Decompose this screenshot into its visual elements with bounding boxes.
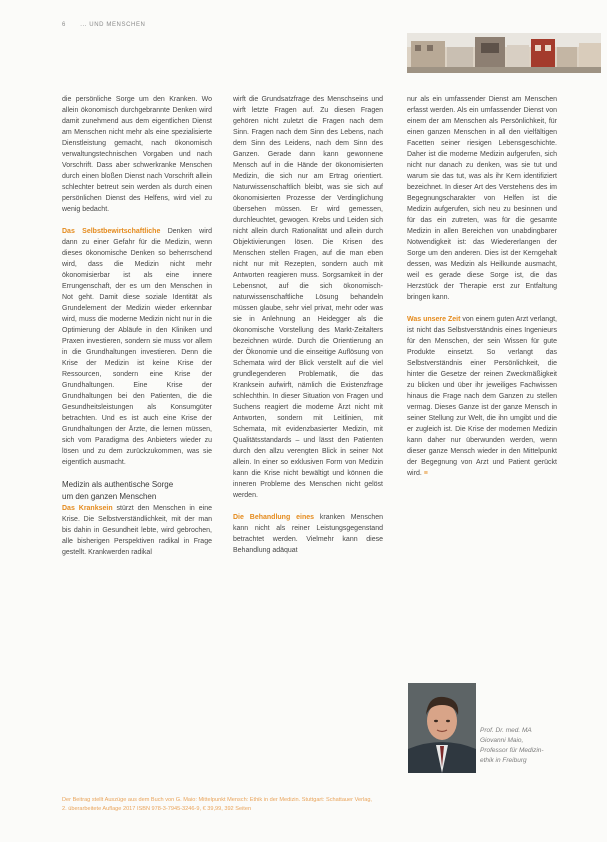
paragraph	[62, 503, 212, 558]
author-caption	[480, 726, 600, 766]
text-column-3	[407, 94, 557, 490]
paragraph: wirft die Grundsatzfrage des Menschseins und wirft letzte Fragen auf. Zu diesen Fragen gehören nicht zuletzt die Fragen nach dem Sinn. Fragen nach dem Sinn des Lebens, nach dem Sinn des Leidens, nach dem Sinn des Ganzen. Gerade dann kann gewonnene Mensch auf in die Hände der ökonomisierten Medizin, die sich nur am Ertrag orientiert. Naturwissenschaftlich bleibt, was sie sich auf ökonomisierten Prozesse der Verdinglichung übersehen müssen. Er wird gemessen, durchleuchtet, gewogen. Krebs und Leiden sich nicht allein durch Rationalität und allein durch Objektivierungen lösen. Die Krisen des Menschen stellen Fragen, auf die man eben nicht nur mit Rezepten, sondern auch mit Antworten reagieren muss. Sorgsamkeit in der Lebensnot, auf die sich ökonomisch-naturwissenschaftliche Lösung behandeln müssen glaube, sehr viel privat, mehr oder was sie in Anlehnung an Heidegger als die ökonomische Vorstellung des Markt-Zeitalters bezeichnen würde. Durch die Orientierung an der Ökonomie und die einseitige Auflösung von Schemata wird der Blick verstellt auf die viel grundlegenderen Problematik, die das Kranksein aufwirft, nämlich die Existenzfrage schlechthin. In dieser Situation von Fragen und Suchens reagiert die moderne Ärzt nicht mit Antworten, sondern mit Leitlinien, mit Schemata, mit evidenzbasierter Medizin, mit Qualitätsstandards – und lässt den Patienten durch den allzu verengten Blick in seiner Not allein. In einer so exklusiven Form von Medizin kann die Krise nicht bewältigt und können die inneren Probleme des Menschen nicht gelöst werden.	[233, 96, 383, 499]
text-column-2	[233, 94, 383, 567]
paragraph-body: von einem guten Arzt verlangt, ist nicht das Selbstverständnis eines Ingenieurs für den Menschen, der sein Wissen für gute Produkte einsetzt. So verlangt das Selbstverständnis einer Persönlichkeit, die hinter die Gesetze der reinen Zweckmäßigkeit zu blicken und über ihr jeweiliges Fachwissen hinaus die Frage nach dem Ganzen zu stellen vermag. Dieses Ganze ist der ganze Mensch in seiner Stellung zur Welt, die ihn umgibt und die er zugleich ist. Die Krise der modernen Medizin kann daher nur überwunden werden, wenn dieser ganze Mensch wieder in den Mittelpunkt der Begegnung von Arzt und Patient gerückt wird.	[407, 316, 557, 477]
paragraph-body: Denken wird dann zu einer Gefahr für die Medizin, wenn dieses ökonomische Denken so beherrschend wird, dass die Medizin nicht mehr ökonomisierbar ist als eine innere Errungenschaft, der es um den Menschen in Not geht. Damit diese soziale Identität als Grundelement der Medizin wieder erkennbar wird, muss die moderne Medizin nicht nur in die Optimierung der Abläufe in den Kliniken und Praxen investieren, sondern sie muss vor allem in die Grundhaltungen investieren. Denn die Krise der Medizin ist keine Krise der Ressourcen, sondern eine Krise der Grundhaltungen. Eine Krise der Grundhaltungen bei den Patienten, die die Gesundheitsleistungen als Konsumgüter betrachten. Und es ist auch eine Krise der Grundhaltungen der Ärzte, die lernen müssen, sich vom Paradigma des Anbieters wieder zu lösen und zu dem zurückzukommen, was sie eigentlich ausmacht.	[62, 228, 212, 466]
author-photo	[408, 683, 476, 773]
city-skyline-image	[407, 33, 601, 73]
paragraph	[233, 512, 383, 556]
text-column-1	[62, 94, 212, 569]
paragraph-body: kranken Menschen kann nicht als reiner Leistungsgegenstand betrachtet werden. Vielmehr kann diese Behandlung adäquat	[233, 514, 383, 554]
section-title: ... UND MENSCHEN	[80, 22, 146, 28]
paragraph-lead: Das Selbstbewirtschaftliche	[62, 228, 161, 235]
caption-line: Prof. Dr. med. MA	[480, 727, 532, 734]
page-number: 6	[62, 22, 66, 28]
end-mark: ≡	[423, 470, 428, 477]
paragraph	[407, 314, 557, 479]
source-footnote	[62, 796, 542, 813]
paragraph-lead: Die Behandlung eines	[233, 514, 315, 521]
paragraph-body: stürzt den Menschen in eine Krise. Die Selbstverständlichkeit, mit der man bis dahin in Gesundheit lebte, wird gebrochen, alle bisherigen Perspektiven radikal in Frage gestellt. Krankwerden radikal	[62, 505, 212, 556]
footnote-line: 2. überarbeitete Auflage 2017 ISBN 978-3-7945-3246-9, € 39,99, 392 Seiten	[62, 805, 252, 812]
footnote-line: Der Beitrag stellt Auszüge aus dem Buch von G. Maio: Mittelpunkt Mensch: Ethik in der Medizin. Stuttgart: Schattauer Verlag,	[62, 797, 372, 803]
author-portrait	[408, 683, 476, 773]
paragraph	[62, 226, 212, 468]
subheading-line-2: um den ganzen Menschen	[62, 492, 157, 501]
paragraph-lead: Was unsere Zeit	[407, 316, 461, 323]
header-photo	[407, 33, 601, 73]
paragraph: nur als ein umfassender Dienst am Menschen erfasst werden. Als ein umfassender Dienst von einem der am Menschen als Persönlichkeit, für einen ganzen Menschen in all den vielfältigen Facetten seiner riesigen Lebensgeschichte. Daher ist die moderne Medizin aufgerufen, sich nicht nur danach zu denken, was sie tut und warum sie das tut, was als ihr Kern identifiziert bezeichnet. In dieser Art des Verstehens des im Begegnungscharakter von Helfen ist die Medizin aufgerufen, sich neu zu besinnen und für das ein zutreten, was für die gesamte Medizin in allen Bereichen von unabdingbarer Notwendigkeit ist: das Wiedererlangen der Sorge um den anderen. Dies ist der Kerngehalt dessen, was Medizin als Heilkunde ausmacht, weil es gerade diese Sorge ist, die das Herzstück der Therapie erst zur Entfaltung bringen kann.	[407, 96, 557, 301]
running-header	[62, 22, 146, 28]
subheading-line-1: Medizin als authentische Sorge	[62, 480, 174, 489]
caption-line: Professor für Medizin-	[480, 747, 544, 754]
caption-line: Giovanni Maio,	[480, 737, 524, 744]
paragraph: die persönliche Sorge um den Kranken. Wo allein ökonomisch durchgebrannte Denken wird damit zunehmend aus dem eigentlichen Dienst am Menschen nicht mehr als eine spezialisierte Dienstleistung gemacht, nach ökonomisch verwaltungstechnischen Vorgaben und nach Vorschrift. Dass aber schwerkranke Menschen durch einen bloßen Dienst nach Vorschrift allein schlechter betreut sein werden als durch einen persönlichen Dienst des Helfens, wird viel zu wenig bedacht.	[62, 96, 212, 213]
caption-line: ethik in Freiburg	[480, 757, 527, 764]
paragraph-lead: Das Kranksein	[62, 505, 113, 512]
